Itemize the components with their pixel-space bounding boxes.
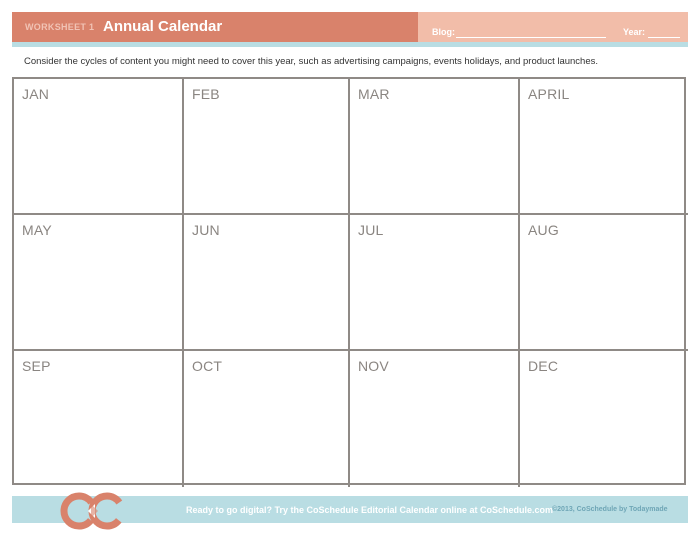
month-cell-nov[interactable] xyxy=(350,351,520,487)
month-label: FEB xyxy=(192,86,220,102)
calendar-grid xyxy=(12,77,686,485)
header-title-bar xyxy=(12,12,418,42)
month-label: MAR xyxy=(358,86,390,102)
worksheet-header xyxy=(12,12,688,42)
header-underline-bar xyxy=(12,42,688,47)
month-cell-oct[interactable] xyxy=(184,351,350,487)
month-label: MAY xyxy=(22,222,52,238)
blog-field-line[interactable] xyxy=(456,37,606,38)
month-label: JAN xyxy=(22,86,50,102)
month-cell-mar[interactable] xyxy=(350,79,520,215)
month-label: AUG xyxy=(528,222,559,238)
worksheet-label: WORKSHEET 1 xyxy=(25,22,95,32)
coschedule-logo-icon xyxy=(60,492,126,530)
month-cell-jul[interactable] xyxy=(350,215,520,351)
year-label: Year: xyxy=(623,27,646,37)
year-field-line[interactable] xyxy=(648,37,680,38)
page-title: Annual Calendar xyxy=(103,18,223,35)
instruction-text: Consider the cycles of content you might need to cover this year, such as advertising campaigns, events holidays, and product launches. xyxy=(24,56,599,67)
month-label: DEC xyxy=(528,358,559,374)
month-label: JUN xyxy=(192,222,220,238)
month-cell-may[interactable] xyxy=(14,215,184,351)
month-label: OCT xyxy=(192,358,223,374)
footer-copyright: ©2013, CoSchedule by Todaymade xyxy=(552,506,668,513)
month-cell-dec[interactable] xyxy=(520,351,688,487)
month-cell-jan[interactable] xyxy=(14,79,184,215)
blog-label: Blog: xyxy=(432,27,455,37)
month-cell-aug[interactable] xyxy=(520,215,688,351)
month-cell-jun[interactable] xyxy=(184,215,350,351)
month-cell-feb[interactable] xyxy=(184,79,350,215)
month-cell-april[interactable] xyxy=(520,79,688,215)
month-label: JUL xyxy=(358,222,384,238)
month-label: APRIL xyxy=(528,86,570,102)
month-cell-sep[interactable] xyxy=(14,351,184,487)
month-label: NOV xyxy=(358,358,389,374)
header-fields xyxy=(418,12,688,42)
month-label: SEP xyxy=(22,358,51,374)
footer-cta-text[interactable]: Ready to go digital? Try the CoSchedule Editorial Calendar online at CoSchedule.com xyxy=(186,505,554,515)
